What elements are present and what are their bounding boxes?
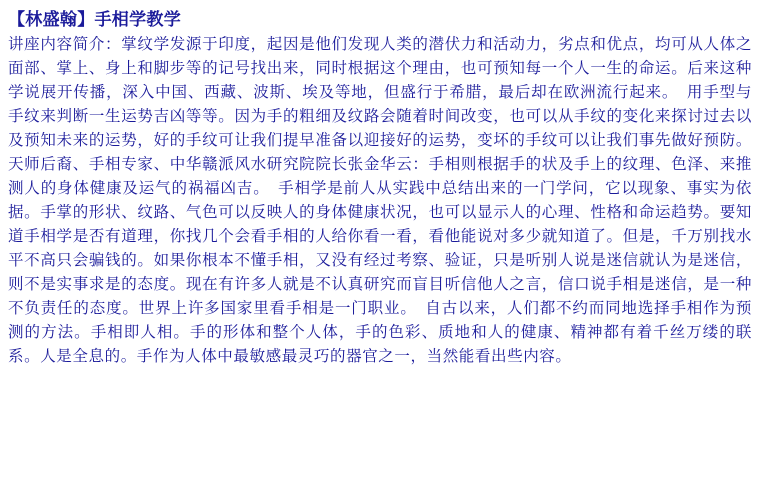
article-title: 【林盛翰】手相学教学 — [8, 10, 181, 30]
article-body: 讲座内容简介：掌纹学发源于印度，起因是他们发现人类的潜伏力和活动力，劣点和优点，均可从人体之面部、掌上、身上和脚步等的记号找出来，同时根据这个理由，也可预知每一个人一生的命运。后来这种学说展开传播，深入中国、西藏、波斯、埃及等地，但盛行于希腊，最后却在欧洲流行起来。 用手型与手纹来判断一生运势吉凶等等。因为手的粗细及纹路会随着时间改变，也可以从手纹的变化来探讨过去以及预知未来的运势，好的手纹可让我们提早准备以迎接好的运势，变坏的手纹可以让我们事先做好预防。天师后裔、手相专家、中华赣派风水研究院院长张金华云：手相则根据手的状及手上的纹理、色泽、来推测人的身体健康及运气的祸福凶吉。 手相学是前人从实践中总结出来的一门学问，它以现象、事实为依据。手掌的形状、纹路、气色可以反映人的身体健康状况，也可以显示人的心理、性格和命运趋势。要知道手相学是否有道理，你找几个会看手相的人给你看一看，看他能说对多少就知道了。但是，千万别找水平不高只会骗钱的。如果你根本不懂手相，又没有经过考察、验证，只是听别人说是迷信就认为是迷信，则不是实事求是的态度。现在有许多人就是不认真研究而盲目听信他人之言，信口说手相是迷信，是一种不负责任的态度。世界上许多国家里看手相是一门职业。 自古以来，人们都不约而同地选择手相作为预测的方法。手相即人相。手的形体和整个人体，手的色彩、质地和人的健康、精神都有着千丝万缕的联系。人是全息的。手作为人体中最敏感最灵巧的器官之一，当然能看出些内容。 — [8, 35, 752, 365]
article — [8, 8, 752, 368]
